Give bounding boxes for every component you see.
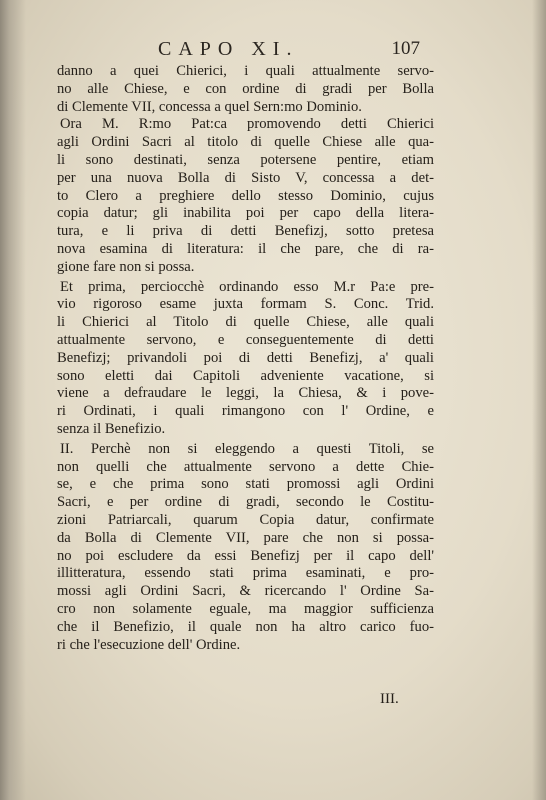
text-line: attualmente servono, e conseguentemente di detti: [57, 331, 434, 348]
text-line: li sono destinati, senza potersene pentire, etiam: [57, 151, 434, 168]
text-line: danno a quei Chierici, i quali attualmente servo-: [57, 63, 434, 79]
text-line: nova esamina di literatura: il che pare, che di ra-: [57, 240, 434, 257]
text-line: Et prima, perciocchè ordinando esso M.r Pa:e pre-: [60, 278, 434, 295]
body-text: [57, 63, 434, 654]
text-line: gione fare non si possa.: [57, 258, 195, 275]
text-line: no alle Chiese, e con ordine di gradi per Bolla: [57, 80, 434, 97]
text-line: che il Benefizio, il quale non ha altro carico fuo-: [57, 618, 434, 635]
page-edge-shadow: [532, 0, 546, 800]
text-line: agli Ordini Sacri al titolo di quelle Chiese alle qua-: [57, 134, 434, 151]
page-number: 107: [391, 38, 420, 59]
catchword: III.: [380, 691, 399, 707]
page-header: [158, 38, 420, 62]
text-line: no poi escludere da essi Benefizj per il capo dell': [57, 547, 434, 564]
text-line: viene a defraudare le leggi, la Chiesa, & i pove-: [57, 385, 434, 402]
text-line: II. Perchè non si eleggendo a questi Titoli, se: [60, 440, 434, 457]
text-line: to Clero a preghiere dello stesso Dominio, cujus: [57, 187, 434, 204]
text-line: tura, e li priva di detti Benefizj, sotto pretesa: [57, 223, 434, 240]
text-line: mossi agli Ordini Sacri, & ricercando l' Ordine Sa-: [57, 583, 434, 600]
text-line: senza il Benefizio.: [57, 420, 166, 437]
spine-shadow: [0, 0, 26, 800]
text-line: non quelli che attualmente servono a dette Chie-: [57, 458, 434, 475]
text-line: copia datur; gli inabilita poi per capo della litera-: [57, 205, 434, 222]
text-line: ri Ordinati, i quali rimangono con l' Ordine, e: [57, 403, 434, 420]
text-line: Sacri, e per ordine di gradi, secondo le Costitu-: [57, 494, 434, 511]
running-head: CAPO XI.: [158, 38, 299, 60]
text-line: ri che l'esecuzione dell' Ordine.: [57, 636, 241, 653]
text-line: per una nuova Bolla di Sisto V, concessa a det-: [57, 169, 434, 186]
text-line: vio rigoroso esame juxta formam S. Conc. Trid.: [57, 296, 434, 313]
text-line: sono eletti dai Capitoli adveniente vacatione, si: [57, 367, 434, 384]
text-line: Benefizj; privandoli poi di detti Benefizj, a' quali: [57, 349, 434, 366]
text-line: li Chierici al Titolo di quelle Chiese, alle quali: [57, 314, 434, 331]
text-line: illitteratura, essendo stati prima esaminati, e pro-: [57, 565, 434, 582]
text-line: da Bolla di Clemente VII, pare che non si possa-: [57, 529, 434, 546]
text-line: Ora M. R:mo Pat:ca promovendo detti Chierici: [60, 116, 434, 133]
text-line: di Clemente VII, concessa a quel Sern:mo Dominio.: [57, 98, 362, 115]
text-line: zioni Patriarcali, quarum Copia datur, confirmate: [57, 511, 434, 528]
text-line: cro non solamente eguale, ma maggior sufficienza: [57, 600, 434, 617]
text-line: se, e che prima sono stati promossi agli Ordini: [57, 476, 434, 493]
